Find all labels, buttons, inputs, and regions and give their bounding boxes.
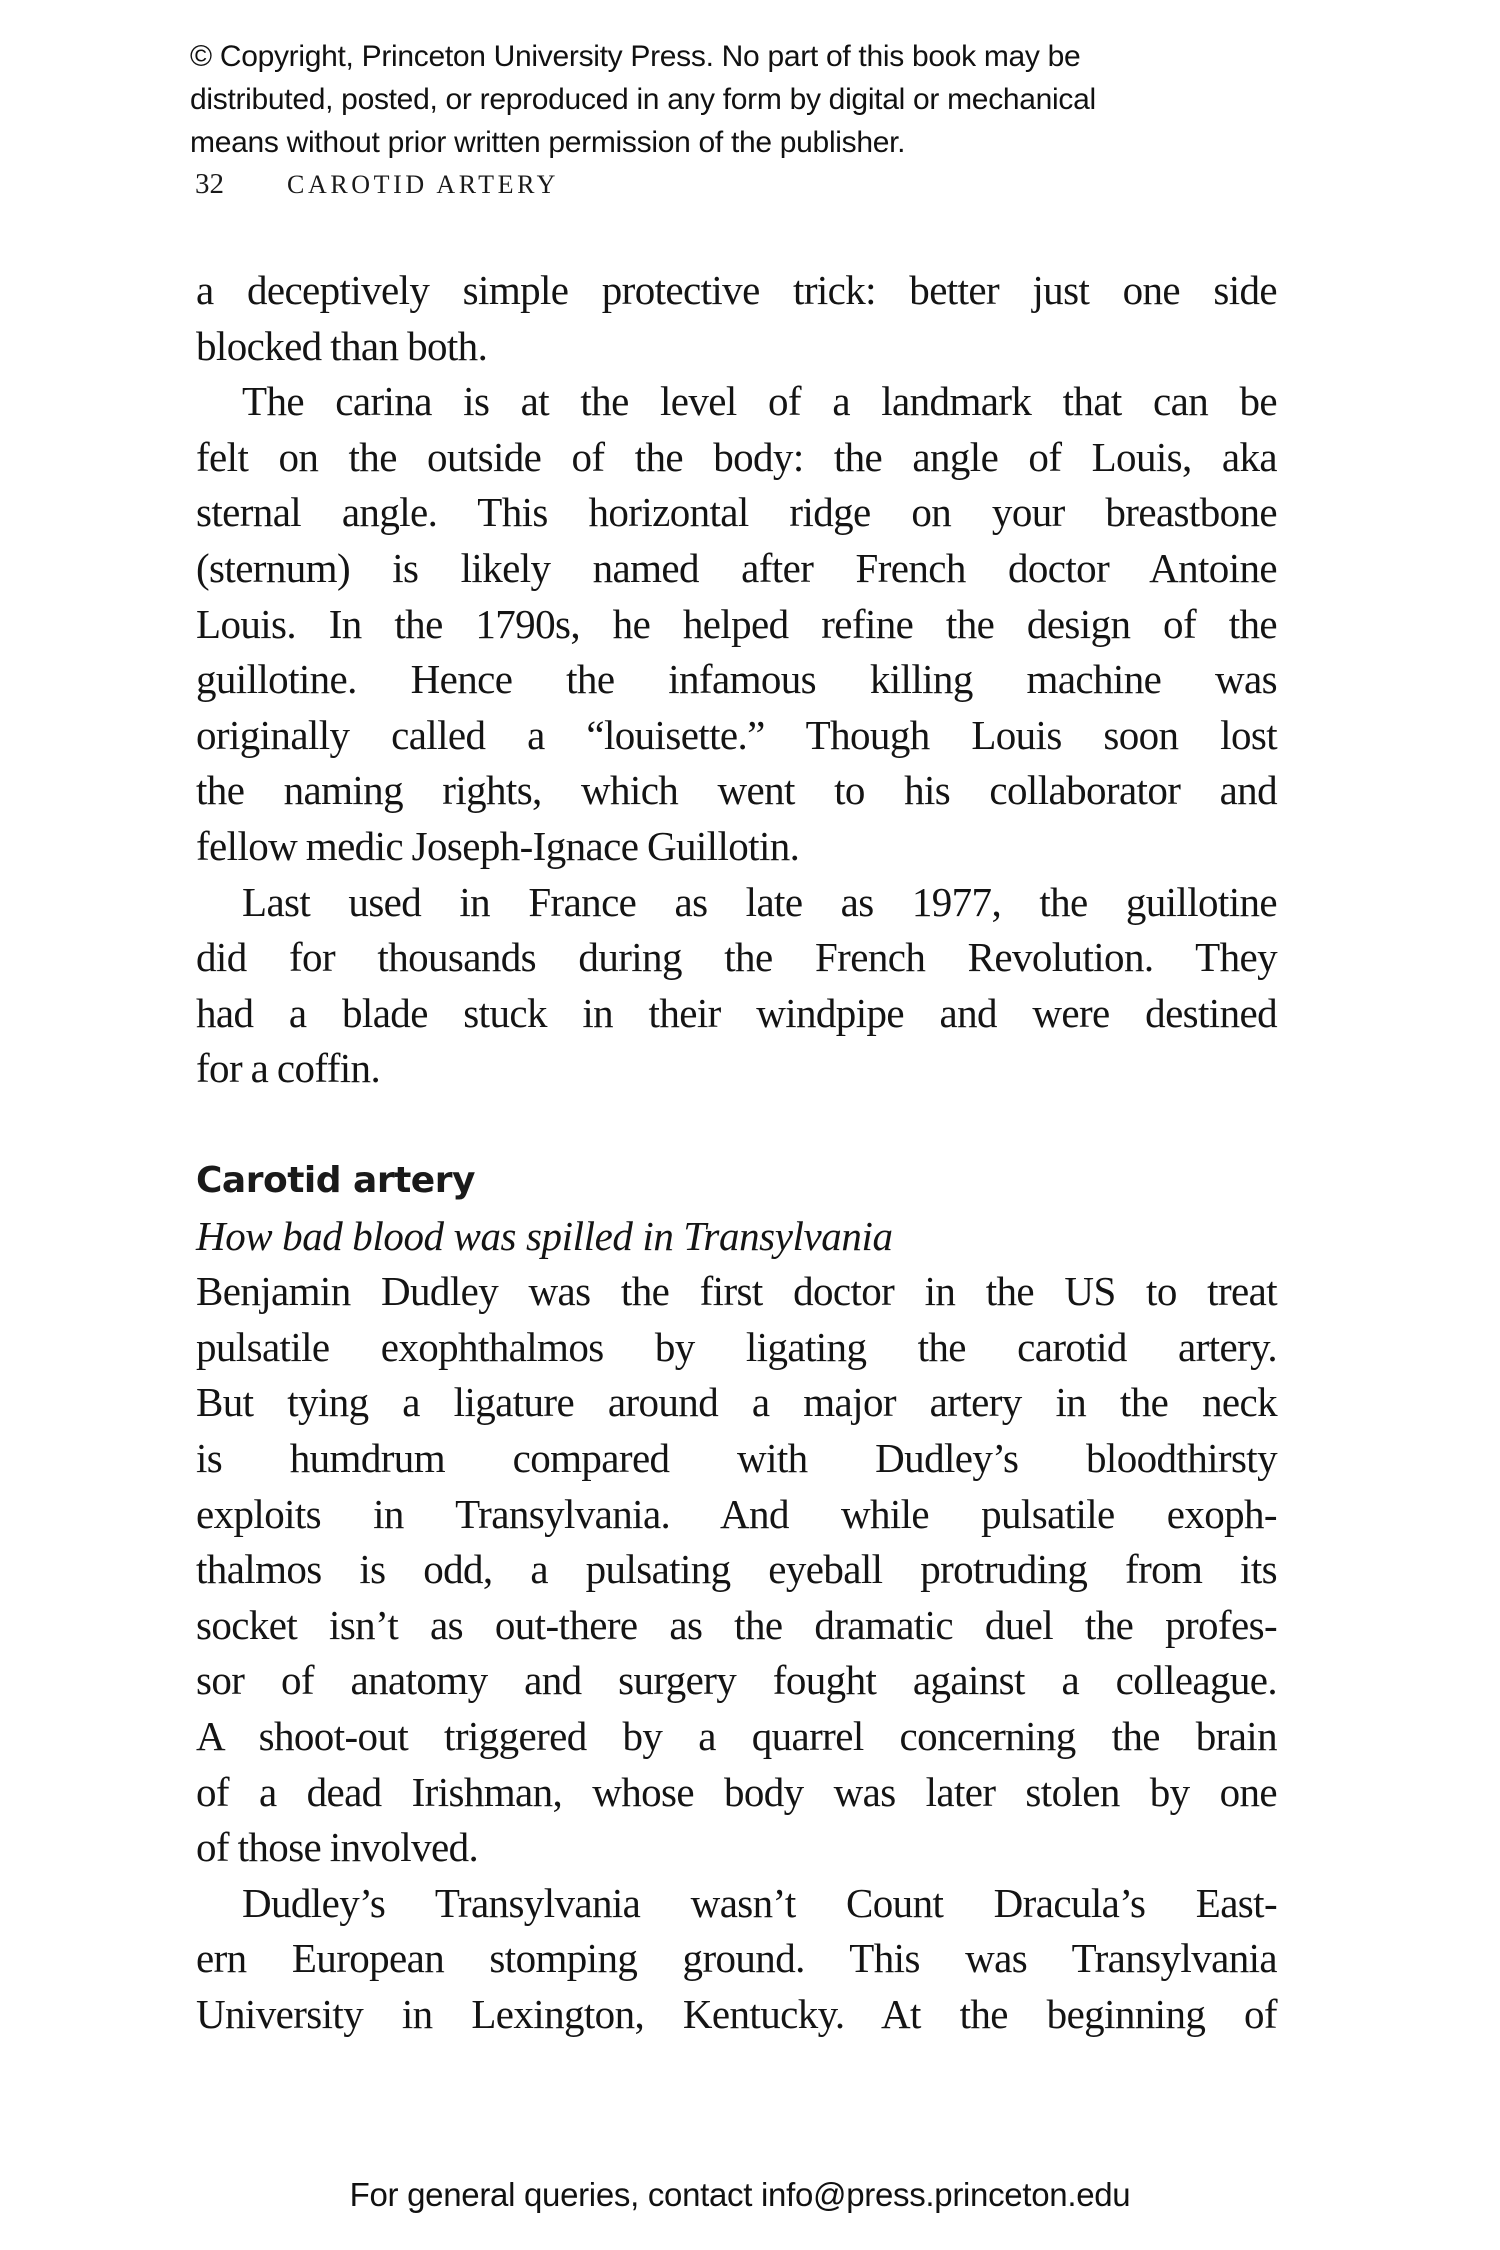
text-line: did for thousands during the French Revolution. They: [196, 934, 1277, 981]
text-line: thalmos is odd, a pulsating eyeball protruding from its: [196, 1546, 1277, 1593]
copyright-line: means without prior written permission of the publisher.: [190, 126, 906, 159]
text-line: Louis. In the 1790s, he helped refine the design of the: [196, 600, 1277, 647]
text-line: originally called a “louisette.” Though Louis soon lost: [196, 711, 1277, 758]
text-line: sor of anatomy and surgery fought against a colleague.: [196, 1657, 1277, 1704]
section-guillotine-text: [196, 263, 1277, 1097]
text-line: for a coffin.: [196, 1045, 381, 1092]
text-line: University in Lexington, Kentucky. At the beginning of: [196, 1990, 1277, 2037]
running-head-title: CAROTID ARTERY: [287, 170, 560, 199]
copyright-notice: [190, 35, 1096, 164]
text-line: had a blade stuck in their windpipe and were destined: [196, 989, 1277, 1036]
text-line: guillotine. Hence the infamous killing machine was: [196, 656, 1277, 703]
text-line: socket isn’t as out-there as the dramatic duel the profes-: [196, 1601, 1277, 1648]
page-number: 32: [195, 168, 224, 200]
text-line: Benjamin Dudley was the first doctor in the US to treat: [196, 1268, 1277, 1315]
footer-text: For general queries, contact info@press.princeton.edu: [349, 2176, 1131, 2213]
text-line: of a dead Irishman, whose body was later stolen by one: [196, 1768, 1277, 1815]
text-line: exploits in Transylvania. And while pulsatile exoph-: [196, 1490, 1277, 1537]
text-line: fellow medic Joseph-Ignace Guillotin.: [196, 822, 800, 869]
text-line: of those involved.: [196, 1824, 479, 1871]
text-line: sternal angle. This horizontal ridge on your breastbone: [196, 489, 1277, 536]
text-line: Last used in France as late as 1977, the guillotine: [242, 878, 1277, 925]
text-line: ern European stomping ground. This was Transylvania: [196, 1935, 1277, 1982]
running-head: [195, 166, 559, 203]
copyright-line: distributed, posted, or reproduced in any form by digital or mechanical: [190, 83, 1096, 116]
text-line: But tying a ligature around a major artery in the neck: [196, 1379, 1277, 1426]
section-subtitle: How bad blood was spilled in Transylvania: [196, 1212, 893, 1259]
text-line: a deceptively simple protective trick: better just one side: [196, 267, 1277, 313]
text-line: the naming rights, which went to his collaborator and: [196, 767, 1277, 814]
contact-footer: [0, 2173, 1500, 2217]
text-line: felt on the outside of the body: the angle of Louis, aka: [196, 433, 1277, 480]
text-line: blocked than both.: [196, 322, 488, 369]
text-line: is humdrum compared with Dudley’s bloodthirsty: [196, 1434, 1277, 1481]
text-line: pulsatile exophthalmos by ligating the carotid artery.: [196, 1323, 1277, 1370]
section-carotid-artery: [196, 1153, 1277, 2043]
copyright-line: © Copyright, Princeton University Press. No part of this book may be: [190, 40, 1081, 73]
text-line: The carina is at the level of a landmark that can be: [242, 378, 1277, 425]
text-line: Dudley’s Transylvania wasn’t Count Dracula’s East-: [242, 1879, 1277, 1926]
text-line: A shoot-out triggered by a quarrel concerning the brain: [196, 1712, 1277, 1759]
text-line: (sternum) is likely named after French doctor Antoine: [196, 544, 1277, 591]
section-heading: Carotid artery: [196, 1160, 475, 1201]
